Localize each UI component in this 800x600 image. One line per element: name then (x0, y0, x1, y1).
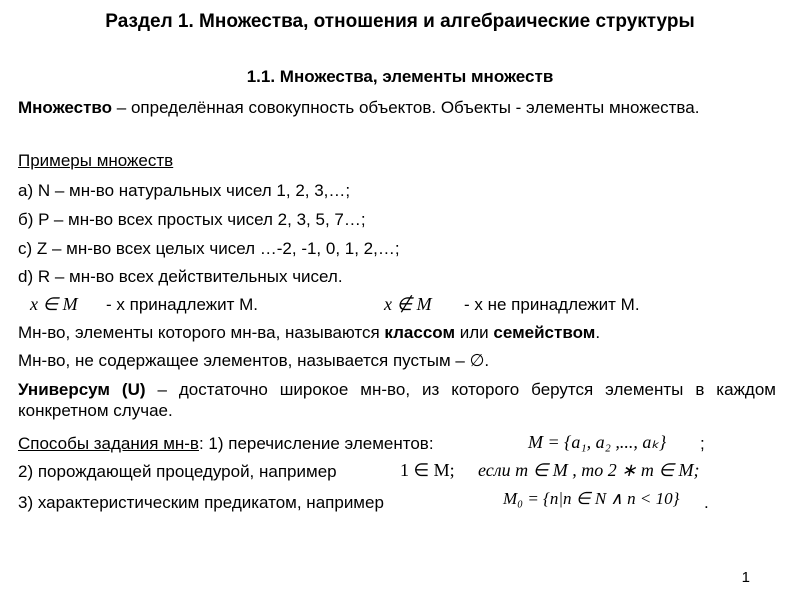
enumeration-formula: M = {a₁, a₂ ,..., aₖ} (528, 432, 667, 452)
family-term: семейством (493, 323, 596, 342)
page-number: 1 (741, 569, 750, 586)
membership-text: - x принадлежит M. (106, 295, 258, 314)
nonmembership-text: - x не принадлежит M. (464, 295, 640, 314)
definition-paragraph (18, 97, 776, 118)
methods-line-1: Способы задания мн-в: 1) перечисление элементов: (18, 434, 434, 453)
universe-text: – достаточно широкое мн-во, из которого берутся элементы в каждом конкретном случае. (18, 380, 776, 420)
empty-set-paragraph: Мн-во, не содержащее элементов, называется пустым – ∅. (18, 351, 490, 370)
universe-paragraph (18, 379, 776, 421)
definition-term: Множество (18, 98, 113, 117)
nonmembership-formula: x ∉ M (384, 294, 432, 314)
methods-line-2: 2) порождающей процедурой, например (18, 462, 337, 481)
example-item: с) Z – мн-во всех целых чисел …-2, -1, 0, 1, 2,…; (18, 239, 400, 258)
classes-paragraph: Мн-во, элементы которого мн-ва, называются классом или семейством. (18, 323, 601, 342)
membership-formula: x ∈ M (30, 294, 78, 314)
example-item: б) P – мн-во всех простых чисел 2, 3, 5, 7…; (18, 210, 366, 229)
procedure-formula-step: если m ∈ M , то 2 ∗ m ∈ M; (478, 460, 700, 480)
universe-term: Универсум (U) (18, 380, 146, 399)
class-term: классом (384, 323, 456, 342)
example-item: d) R – мн-во всех действительных чисел. (18, 267, 343, 286)
example-item: а) N – мн-во натуральных чисел 1, 2, 3,…; (18, 181, 351, 200)
procedure-formula-base: 1 ∈ M; (400, 460, 455, 480)
examples-heading: Примеры множеств (18, 151, 174, 170)
section-subtitle: 1.1. Множества, элементы множеств (246, 67, 554, 86)
definition-text: – определённая совокупность объектов. Объекты - элементы множества. (112, 98, 700, 117)
predicate-formula: M₀ = {n|n ∈ N ∧ n < 10} (503, 489, 680, 508)
methods-heading: Способы задания мн-в (18, 434, 199, 453)
page-title: Раздел 1. Множества, отношения и алгебраические структуры (105, 11, 695, 32)
methods-line-3: 3) характеристическим предикатом, например (18, 493, 384, 512)
